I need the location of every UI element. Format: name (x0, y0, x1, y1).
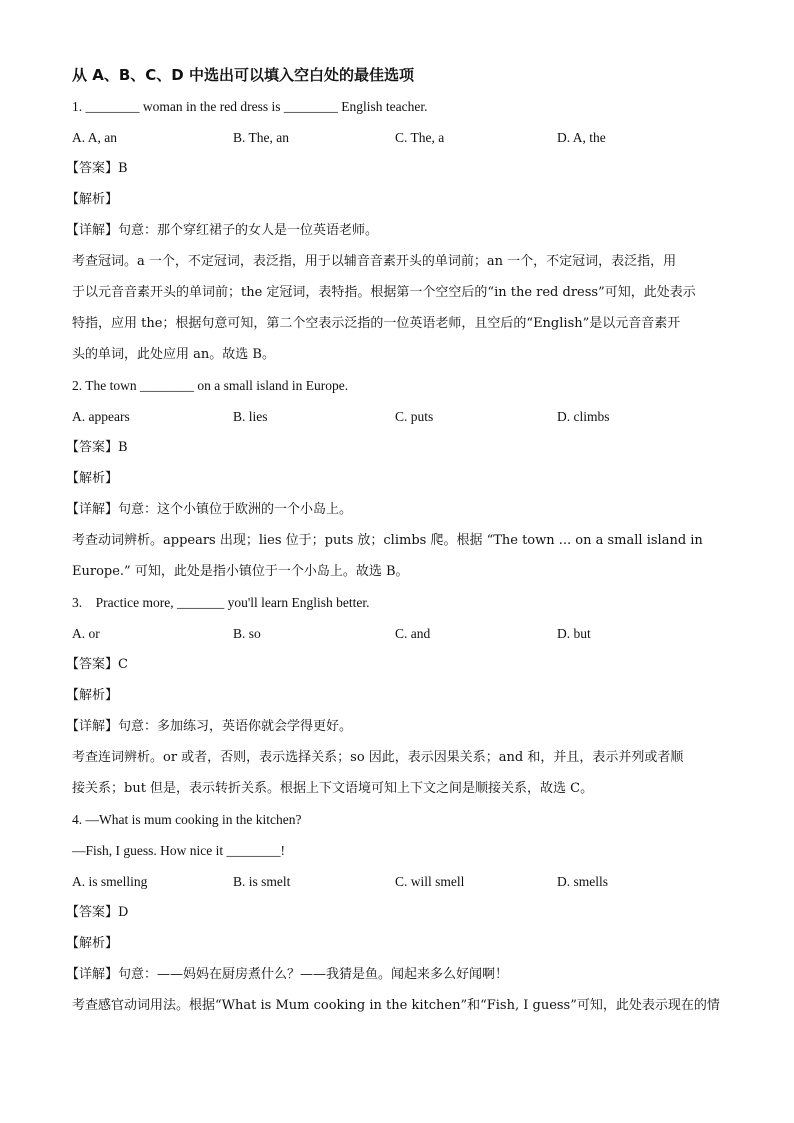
option-b: B. is smelt (233, 874, 291, 889)
analysis-label: 【解析】 (66, 192, 119, 207)
explanation-line: 接关系；but 但是，表示转折关系。根据上下文语境可知上下文之间是顺接关系，故选 C。 (72, 781, 594, 796)
options-row (72, 618, 722, 649)
option-d: D. but (557, 626, 591, 641)
option-a: A. A, an (72, 130, 117, 145)
detail-text: 【详解】句意：这个小镇位于欧洲的一个小岛上。 (66, 502, 353, 517)
analysis-label: 【解析】 (66, 936, 119, 951)
answer-label: 【答案】C (66, 657, 128, 672)
question-3 (66, 587, 722, 804)
question-2 (66, 370, 722, 587)
analysis-label: 【解析】 (66, 688, 119, 703)
option-d: D. A, the (557, 130, 606, 145)
detail-text: 【详解】句意：多加练习，英语你就会学得更好。 (66, 719, 353, 734)
option-b: B. The, an (233, 130, 289, 145)
option-a: A. is smelling (72, 874, 148, 889)
detail-text: 【详解】句意：——妈妈在厨房煮什么？——我猜是鱼。闻起来多么好闻啊！ (66, 967, 509, 982)
option-d: D. climbs (557, 409, 610, 424)
options-row (72, 122, 722, 153)
analysis-label: 【解析】 (66, 471, 119, 486)
explanation-line: 头的单词，此处应用 an。故选 B。 (72, 347, 275, 362)
question-stem: 4. —What is mum cooking in the kitchen? (72, 812, 302, 827)
option-b: B. so (233, 626, 261, 641)
option-a: A. or (72, 626, 100, 641)
answer-label: 【答案】B (66, 440, 128, 455)
option-d: D. smells (557, 874, 609, 889)
explanation-line: 考查连词辨析。or 或者，否则，表示选择关系；so 因此，表示因果关系；and 和，并且，表示并列或者顺 (72, 750, 684, 765)
option-c: C. The, a (395, 130, 445, 145)
question-1 (66, 91, 722, 370)
document-page (66, 60, 722, 1021)
answer-label: 【答案】B (66, 161, 128, 176)
explanation-line: Europe.” 可知，此处是指小镇位于一个小岛上。故选 B。 (72, 564, 409, 579)
options-row (72, 401, 722, 432)
option-c: C. and (395, 626, 431, 641)
question-stem: 3. Practice more, _______ you'll learn English better. (72, 595, 370, 610)
explanation-line: 考查冠词。a 一个，不定冠词，表泛指，用于以辅音音素开头的单词前；an 一个，不定冠词，表泛指，用 (72, 254, 677, 269)
option-c: C. puts (395, 409, 434, 424)
explanation-line: 于以元音音素开头的单词前；the 定冠词，表特指。根据第一个空空后的“in the red dress”可知，此处表示 (72, 285, 696, 300)
question-stem-reply: —Fish, I guess. How nice it ________! (72, 843, 285, 858)
explanation-line: 考查感官动词用法。根据“What is Mum cooking in the kitchen”和“Fish, I guess”可知，此处表示现在的情 (72, 998, 720, 1013)
options-row (72, 866, 722, 897)
question-4 (66, 804, 722, 1021)
option-a: A. appears (72, 409, 130, 424)
option-c: C. will smell (395, 874, 465, 889)
question-stem: 2. The town ________ on a small island in Europe. (72, 378, 349, 393)
option-b: B. lies (233, 409, 268, 424)
answer-label: 【答案】D (66, 905, 129, 920)
section-heading: 从 A、B、C、D 中选出可以填入空白处的最佳选项 (72, 66, 414, 84)
question-stem: 1. ________ woman in the red dress is ________ English teacher. (72, 99, 428, 114)
explanation-line: 考查动词辨析。appears 出现；lies 位于；puts 放；climbs 爬。根据 “The town ... on a small island in (72, 533, 703, 548)
explanation-line: 特指，应用 the；根据句意可知，第二个空表示泛指的一位英语老师，且空后的“English”是以元音音素开 (72, 316, 681, 331)
detail-text: 【详解】句意：那个穿红裙子的女人是一位英语老师。 (66, 223, 379, 238)
